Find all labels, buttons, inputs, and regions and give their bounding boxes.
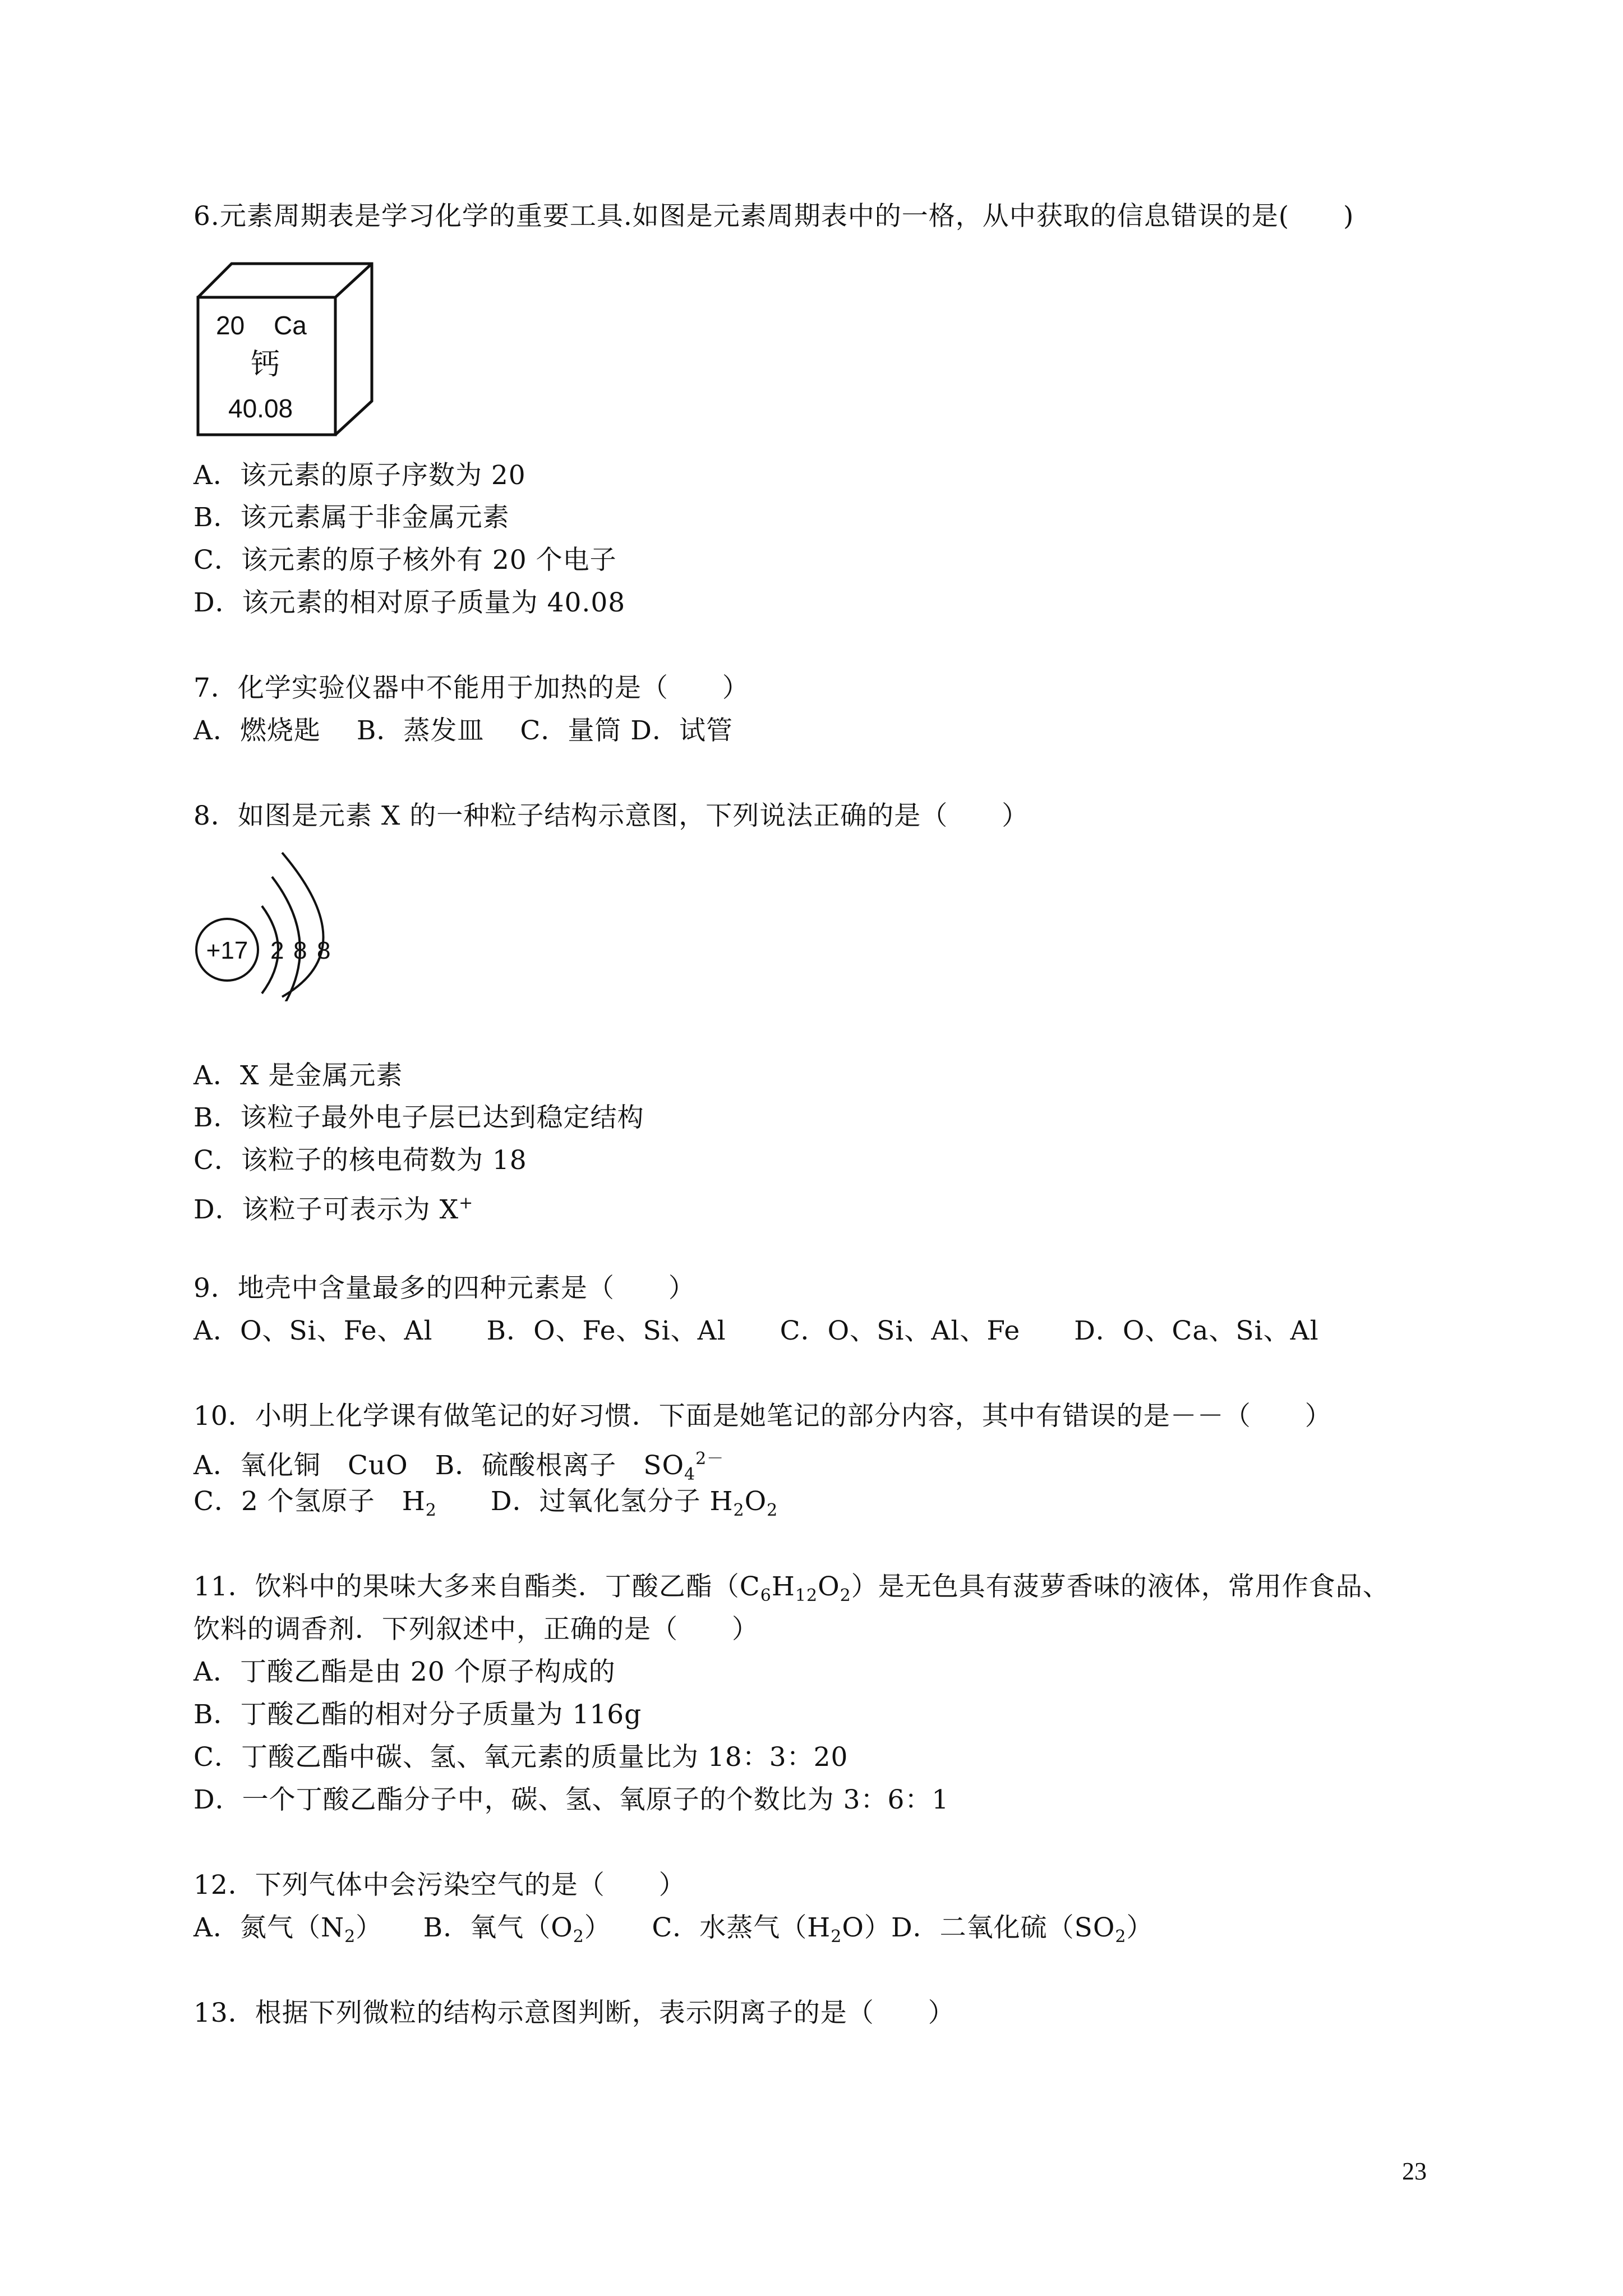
q8-option-d [193, 1186, 473, 1227]
q9-stem: 9．地壳中含量最多的四种元素是（ ） [193, 1273, 695, 1304]
cell-atomic-number: 20 [216, 311, 245, 340]
q10-option-ab: A．氧化铜 CuO B．硫酸根离子 SO [193, 1450, 684, 1481]
atomic-structure-diagram [193, 850, 351, 1001]
q12-option-a: A．氮气（N [193, 1912, 345, 1943]
q12-option-b: B．氧气（O [423, 1912, 573, 1943]
q6-option-a: A．该元素的原子序数为 20 [193, 460, 526, 491]
q11-stem-end: ）是无色具有菠萝香味的液体，常用作食品、 [851, 1571, 1390, 1602]
h2-subscript: 2 [425, 1501, 437, 1520]
q6-stem: 6.元素周期表是学习化学的重要工具.如图是元素周期表中的一格，从中获取的信息错误的是( ) [193, 201, 1354, 232]
q12-option-c: C．水蒸气（H [652, 1912, 831, 1943]
shell-2-electrons: 8 [293, 937, 307, 964]
q11-stem-start: 11．饮料中的果味大多来自酯类．丁酸乙酯（C [193, 1571, 760, 1602]
q6-option-d: D．该元素的相对原子质量为 40.08 [193, 587, 626, 618]
q10-options-row-1 [193, 1442, 724, 1492]
q8-option-d-text: D．该粒子可表示为 X [193, 1194, 459, 1225]
formula-h: H [771, 1571, 795, 1602]
q12-stem: 12．下列气体中会污染空气的是（ ） [193, 1870, 686, 1901]
nucleus-charge: +17 [206, 937, 248, 964]
so2-subscript: 2 [1115, 1927, 1127, 1947]
h2o2-subscript-2: 2 [767, 1501, 778, 1520]
shell-1-electrons: 2 [270, 937, 284, 964]
q10-option-d: D．过氧化氢分子 H [436, 1486, 734, 1517]
q12-option-d-end: ） [1126, 1912, 1154, 1943]
q8-option-c: C．该粒子的核电荷数为 18 [193, 1145, 527, 1176]
q11-stem-line-2: 饮料的调香剂．下列叙述中，正确的是（ ） [193, 1614, 759, 1645]
shell-3-electrons: 8 [317, 937, 331, 964]
q10-stem: 10．小明上化学课有做笔记的好习惯．下面是她笔记的部分内容，其中有错误的是－－（ ） [193, 1401, 1332, 1432]
q12-options [193, 1911, 1153, 1954]
q12-option-a-end: ） [356, 1912, 423, 1943]
q7-options: A．燃烧匙 B．蒸发皿 C．量筒 D．试管 [193, 715, 733, 746]
q11-stem-line-1 [193, 1570, 1390, 1613]
cell-symbol: Ca [274, 311, 307, 340]
periodic-table-cell-figure [193, 259, 379, 438]
q12-option-c-end: O） [842, 1912, 891, 1943]
q7-stem: 7．化学实验仪器中不能用于加热的是（ ） [193, 673, 749, 703]
q6-option-c: C．该元素的原子核外有 20 个电子 [193, 545, 617, 576]
q8-stem: 8．如图是元素 X 的一种粒子结构示意图，下列说法正确的是（ ） [193, 800, 1029, 831]
q11-option-b: B．丁酸乙酯的相对分子质量为 116g [193, 1699, 642, 1730]
q6-option-b: B．该元素属于非金属元素 [193, 502, 510, 533]
oxygen-count: 2 [840, 1586, 851, 1605]
formula-o: O [818, 1571, 840, 1602]
q13-stem: 13．根据下列微粒的结构示意图判断，表示阴离子的是（ ） [193, 1998, 955, 2028]
q12-option-b-end: ） [584, 1912, 652, 1943]
hydrogen-count: 12 [795, 1586, 818, 1605]
q9-options: A．O、Si、Fe、Al B．O、Fe、Si、Al C．O、Si、Al、Fe D．O、Ca、Si、Al [193, 1315, 1319, 1346]
carbon-count: 6 [760, 1586, 772, 1605]
q11-option-d: D．一个丁酸乙酯分子中，碳、氢、氧原子的个数比为 3：6：1 [193, 1784, 949, 1815]
sulfate-charge: 2－ [695, 1449, 725, 1469]
h2o-subscript: 2 [831, 1927, 842, 1947]
q10-options-row-2 [193, 1485, 778, 1527]
ion-charge: + [459, 1193, 474, 1213]
n2-subscript: 2 [344, 1927, 356, 1947]
q10-option-c: C．2 个氢原子 H [193, 1486, 426, 1517]
page-number: 23 [1402, 2157, 1427, 2185]
q11-option-c: C．丁酸乙酯中碳、氢、氧元素的质量比为 18：3：20 [193, 1742, 849, 1773]
o2-subscript: 2 [573, 1927, 584, 1947]
q12-option-d: D．二氧化硫（SO [891, 1912, 1115, 1943]
sulfate-subscript: 4 [684, 1465, 696, 1484]
q11-option-a: A．丁酸乙酯是由 20 个原子构成的 [193, 1657, 616, 1687]
q8-option-a: A．X 是金属元素 [193, 1060, 403, 1091]
h2o2-subscript-1: 2 [733, 1501, 745, 1520]
q8-option-b: B．该粒子最外电子层已达到稳定结构 [193, 1102, 644, 1133]
h2o2-oxygen: O [744, 1486, 767, 1517]
cell-atomic-mass: 40.08 [228, 394, 293, 423]
cell-element-name: 钙 [251, 348, 280, 381]
